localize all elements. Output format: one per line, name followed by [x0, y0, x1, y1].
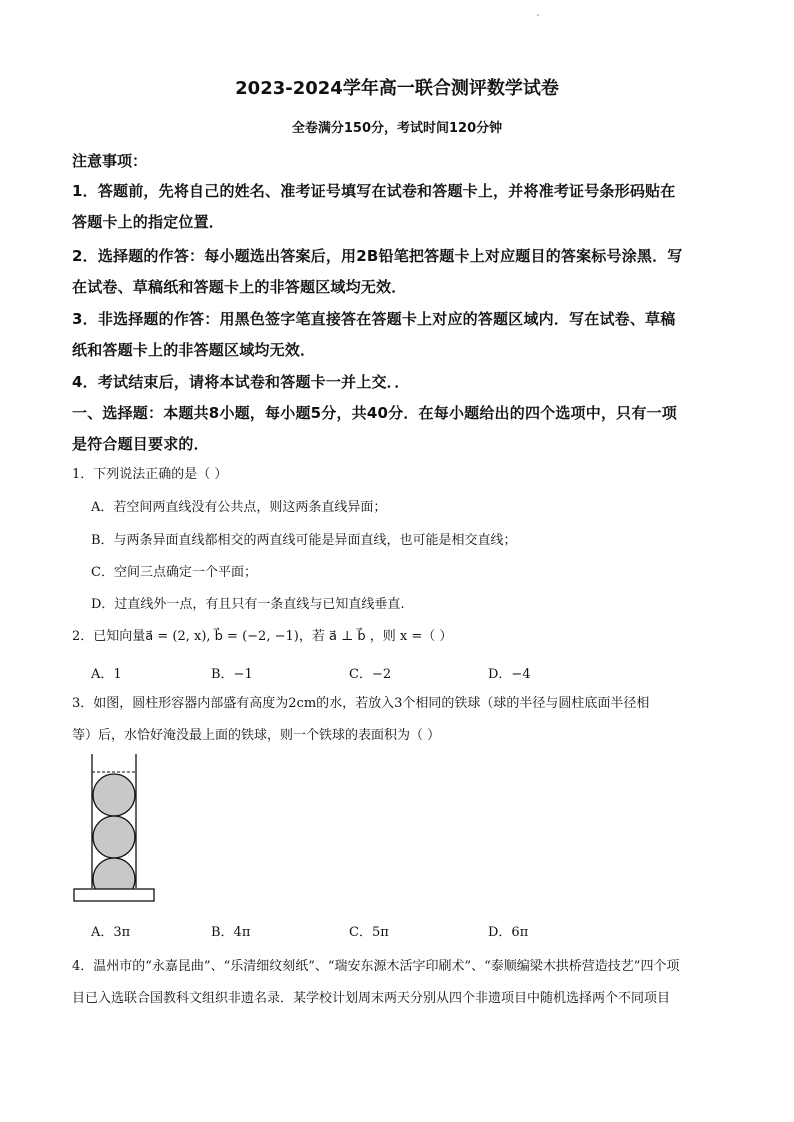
question-3-stem: 3．如图，圆柱形容器内部盛有高度为2cm的水，若放入3个相同的铁球（球的半径与圆柱底面半径相 — [72, 696, 650, 711]
question-3-choice-a: A．3π — [91, 925, 131, 940]
notice-line: 4．考试结束后，请将本试卷和答题卡一并上交．． — [72, 373, 410, 391]
base-stand — [74, 889, 154, 901]
question-3-choice-c: C．5π — [349, 925, 389, 940]
ball-middle — [93, 816, 135, 858]
question-3-choice-b: B．4π — [211, 925, 251, 940]
exam-subtitle: 全卷满分150分，考试时间120分钟 — [291, 121, 503, 136]
question-1-option-a: A．若空间两直线没有公共点，则这两条直线异面； — [91, 500, 387, 515]
notice-line: 在试卷、草稿纸和答题卡上的非答题区域均无效． — [72, 278, 407, 296]
question-2-choice-c: C．−2 — [349, 667, 392, 682]
ball-top — [93, 774, 135, 816]
notice-line: 2．选择题的作答：每小题选出答案后，用2B铅笔把答题卡上对应题目的答案标号涂黑．写 — [72, 247, 683, 265]
exam-title: 2023-2024学年高一联合测评数学试卷 — [235, 78, 559, 99]
question-1-stem: 1．下列说法正确的是（ ） — [72, 467, 228, 482]
notice-line: 1．答题前，先将自己的姓名、准考证号填写在试卷和答题卡上，并将准考证号条形码贴在 — [72, 182, 676, 200]
question-1-option-c: C．空间三点确定一个平面； — [91, 565, 257, 580]
question-2-stem: 2．已知向量a⃗ = (2, x), b⃗ = (−2, −1)，若 a⃗ ⊥ b⃗ ，则 x =（ ） — [72, 629, 453, 644]
question-2-choice-b: B．−1 — [211, 667, 253, 682]
question-2-choice-a: A．1 — [91, 667, 122, 682]
scan-speck — [537, 14, 539, 16]
notice-line: 3．非选择题的作答：用黑色签字笔直接答在答题卡上对应的答题区域内．写在试卷、草稿 — [72, 310, 676, 328]
section-heading-cont: 是符合题目要求的． — [72, 435, 209, 453]
notice-line: 答题卡上的指定位置． — [72, 213, 225, 231]
question-4-stem-cont: 目已入选联合国教科文组织非遗名录．某学校计划周末两天分别从四个非遗项目中随机选择两个不同项目 — [72, 991, 671, 1006]
question-2-choice-d: D．−4 — [488, 667, 531, 682]
notice-heading: 注意事项： — [72, 152, 148, 170]
question-1-option-d: D．过直线外一点，有且只有一条直线与已知直线垂直. — [91, 597, 405, 612]
cylinder-with-balls-figure — [72, 752, 156, 904]
question-4-stem: 4．温州市的“永嘉昆曲”、“乐清细纹刻纸”、“瑞安东源木活字印刷术”、“泰顺编梁木拱桥营造技艺”四个项 — [72, 959, 680, 974]
question-1-option-b: B．与两条异面直线都相交的两直线可能是异面直线，也可能是相交直线； — [91, 533, 517, 548]
section-heading: 一、选择题：本题共8小题，每小题5分，共40分．在每小题给出的四个选项中，只有一项 — [72, 404, 677, 422]
question-3-stem-cont: 等）后，水恰好淹没最上面的铁球，则一个铁球的表面积为（ ） — [72, 728, 441, 743]
question-3-choice-d: D．6π — [488, 925, 529, 940]
notice-line: 纸和答题卡上的非答题区域均无效． — [72, 341, 316, 359]
